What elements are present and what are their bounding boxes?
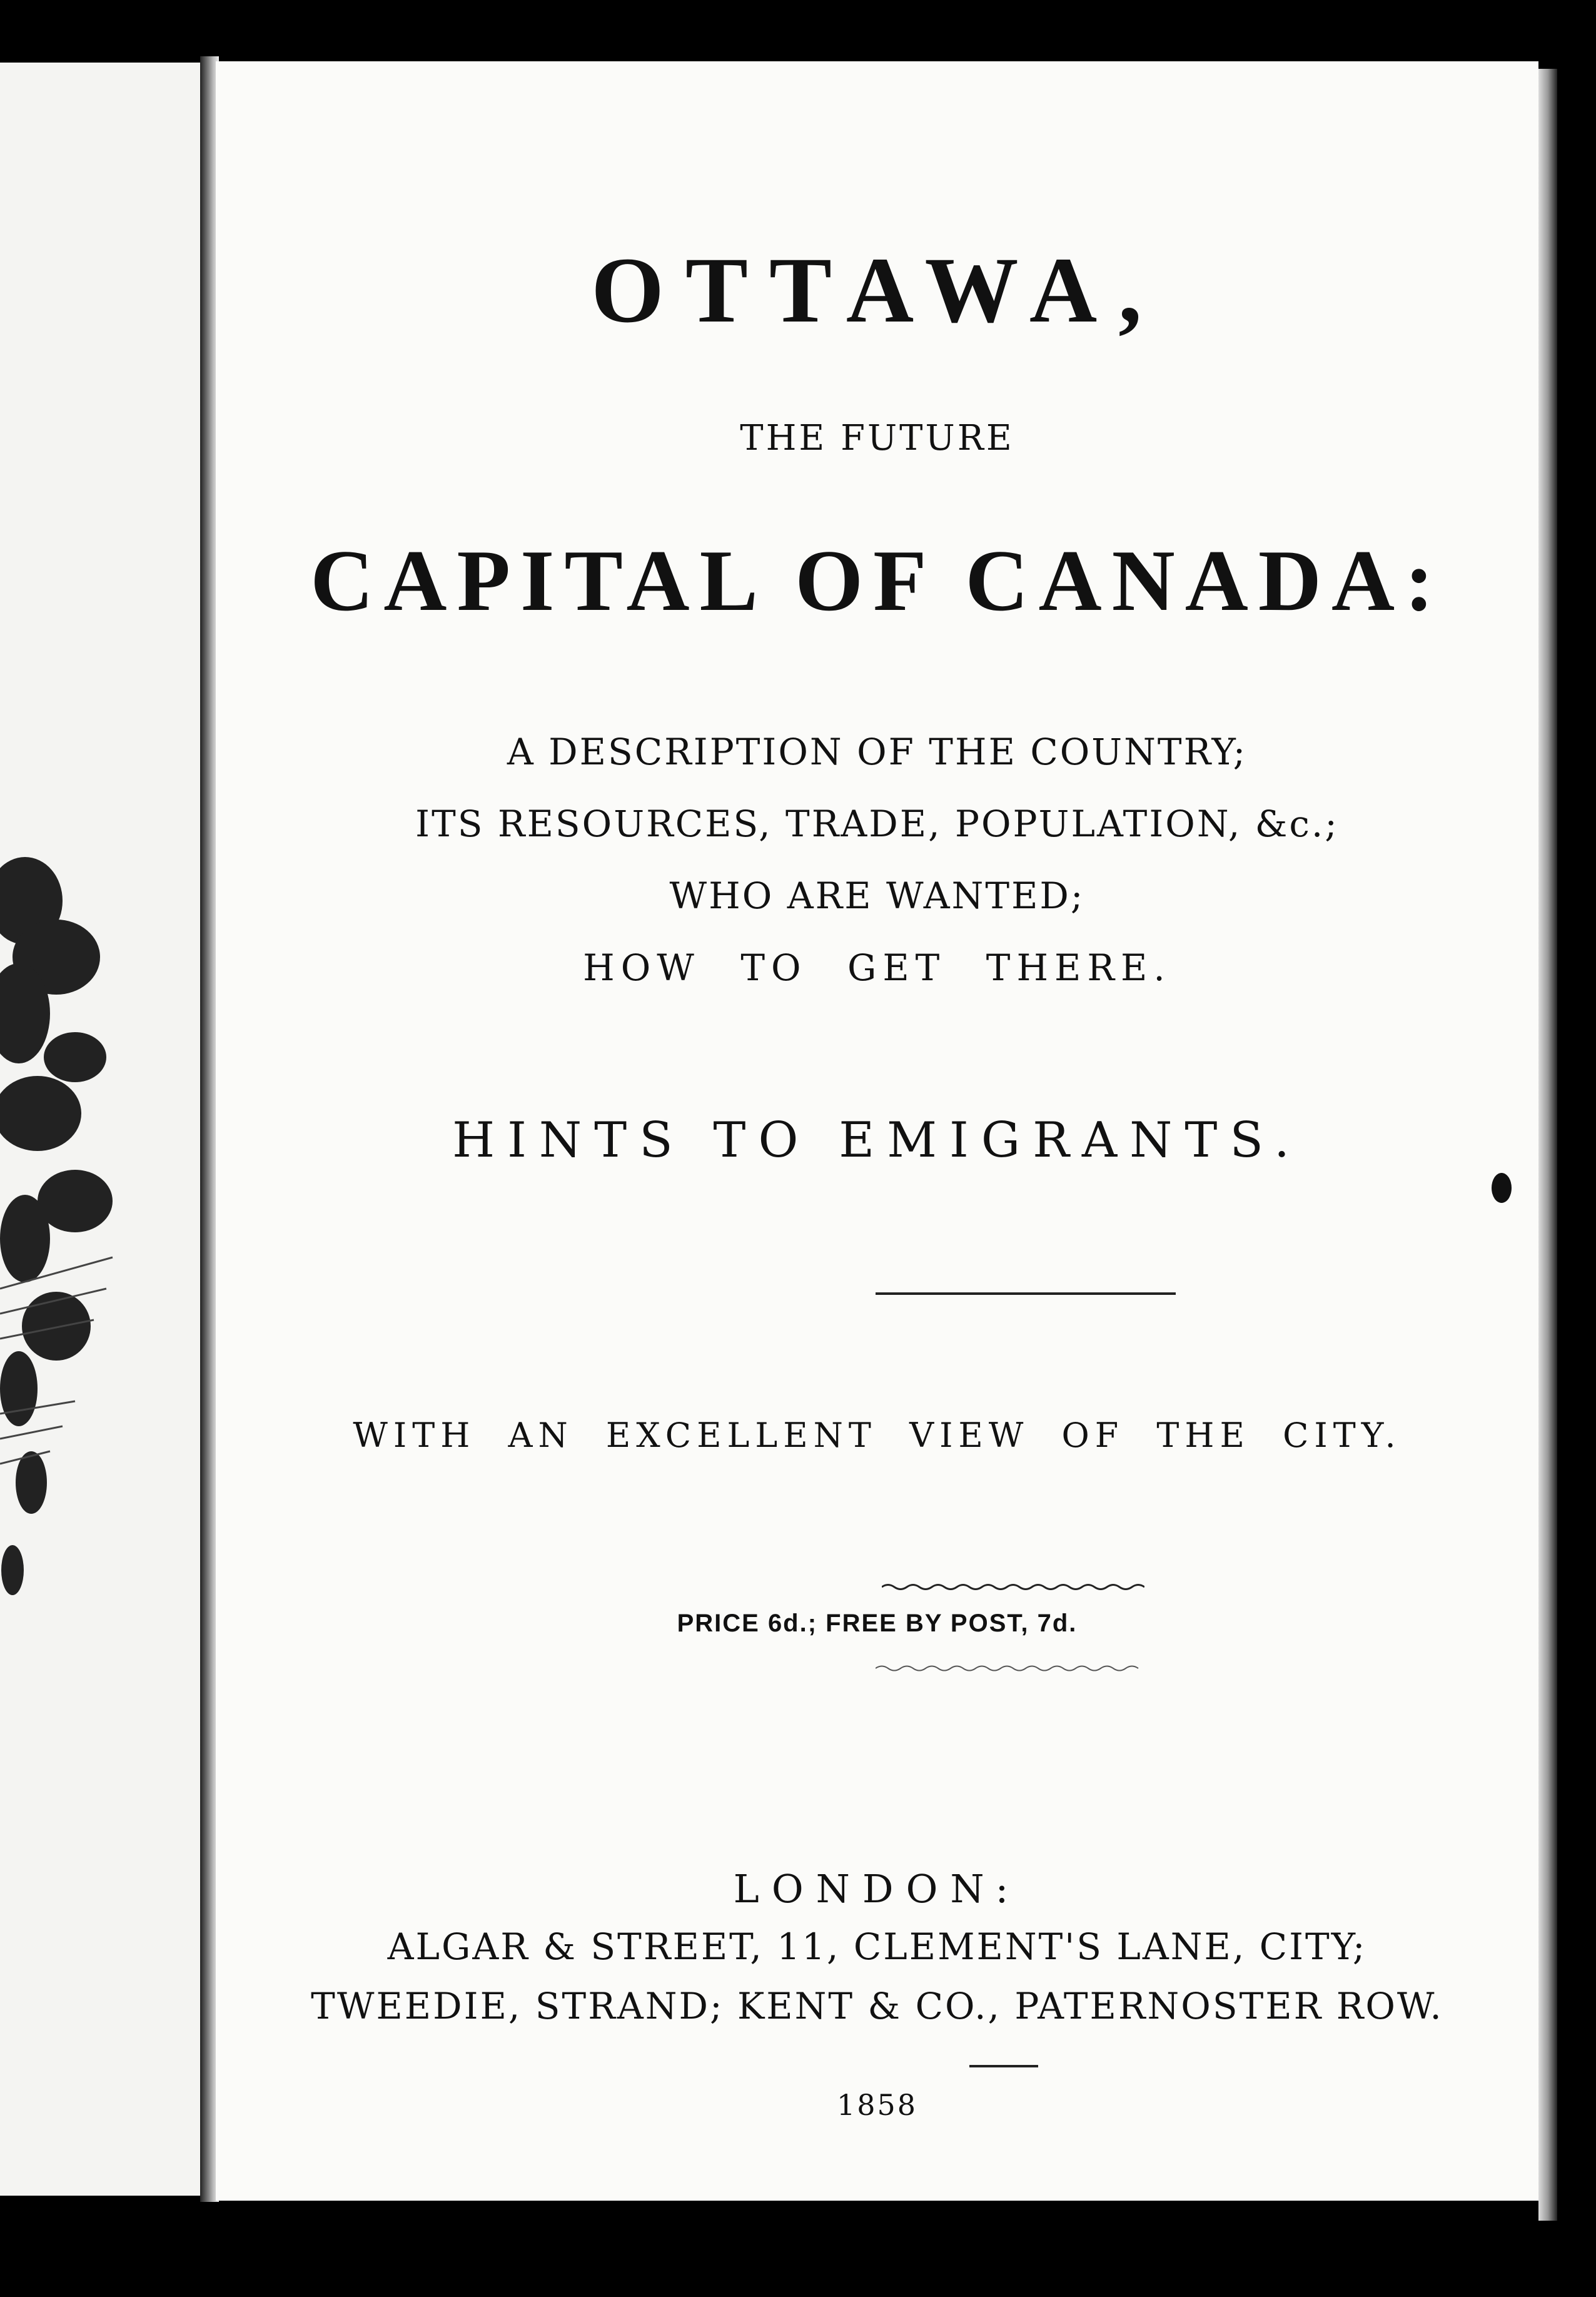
hints-to-emigrants: HINTS TO EMIGRANTS. — [452, 1112, 1302, 1169]
imprint-city: LONDON: — [733, 1866, 1021, 1912]
wavy-rule-bottom — [876, 1664, 1144, 1673]
facing-page — [0, 63, 200, 2196]
page-edge — [1538, 69, 1557, 2221]
description-line-1: A DESCRIPTION OF THE COUNTRY; — [507, 731, 1248, 773]
title-ottawa: OTTAWA, — [591, 238, 1163, 342]
description-line-2: ITS RESOURCES, TRADE, POPULATION, &c.; — [415, 803, 1339, 845]
subtitle-capital-of-canada: CAPITAL OF CANADA: — [310, 532, 1444, 629]
title-page — [216, 61, 1538, 2201]
publication-year: 1858 — [836, 2088, 918, 2122]
wavy-rule-top — [882, 1583, 1144, 1591]
description-line-3: WHO ARE WANTED; — [669, 875, 1085, 917]
publisher-line-1: ALGAR & STREET, 11, CLEMENT'S LANE, CITY; — [387, 1925, 1367, 1968]
short-rule — [969, 2065, 1038, 2067]
publisher-line-2: TWEEDIE, STRAND; KENT & CO., PATERNOSTER ROW. — [311, 1985, 1443, 2027]
price-line: PRICE 6d.; FREE BY POST, 7d. — [677, 1610, 1078, 1637]
frontispiece-engraving-fragment — [0, 851, 119, 1620]
divider-rule — [876, 1292, 1176, 1295]
binding-hole — [1492, 1173, 1512, 1203]
description-line-4: HOW TO GET THERE. — [583, 946, 1171, 989]
view-note: WITH AN EXCELLENT VIEW OF THE CITY. — [353, 1416, 1402, 1455]
subtitle-the-future: THE FUTURE — [740, 418, 1014, 459]
